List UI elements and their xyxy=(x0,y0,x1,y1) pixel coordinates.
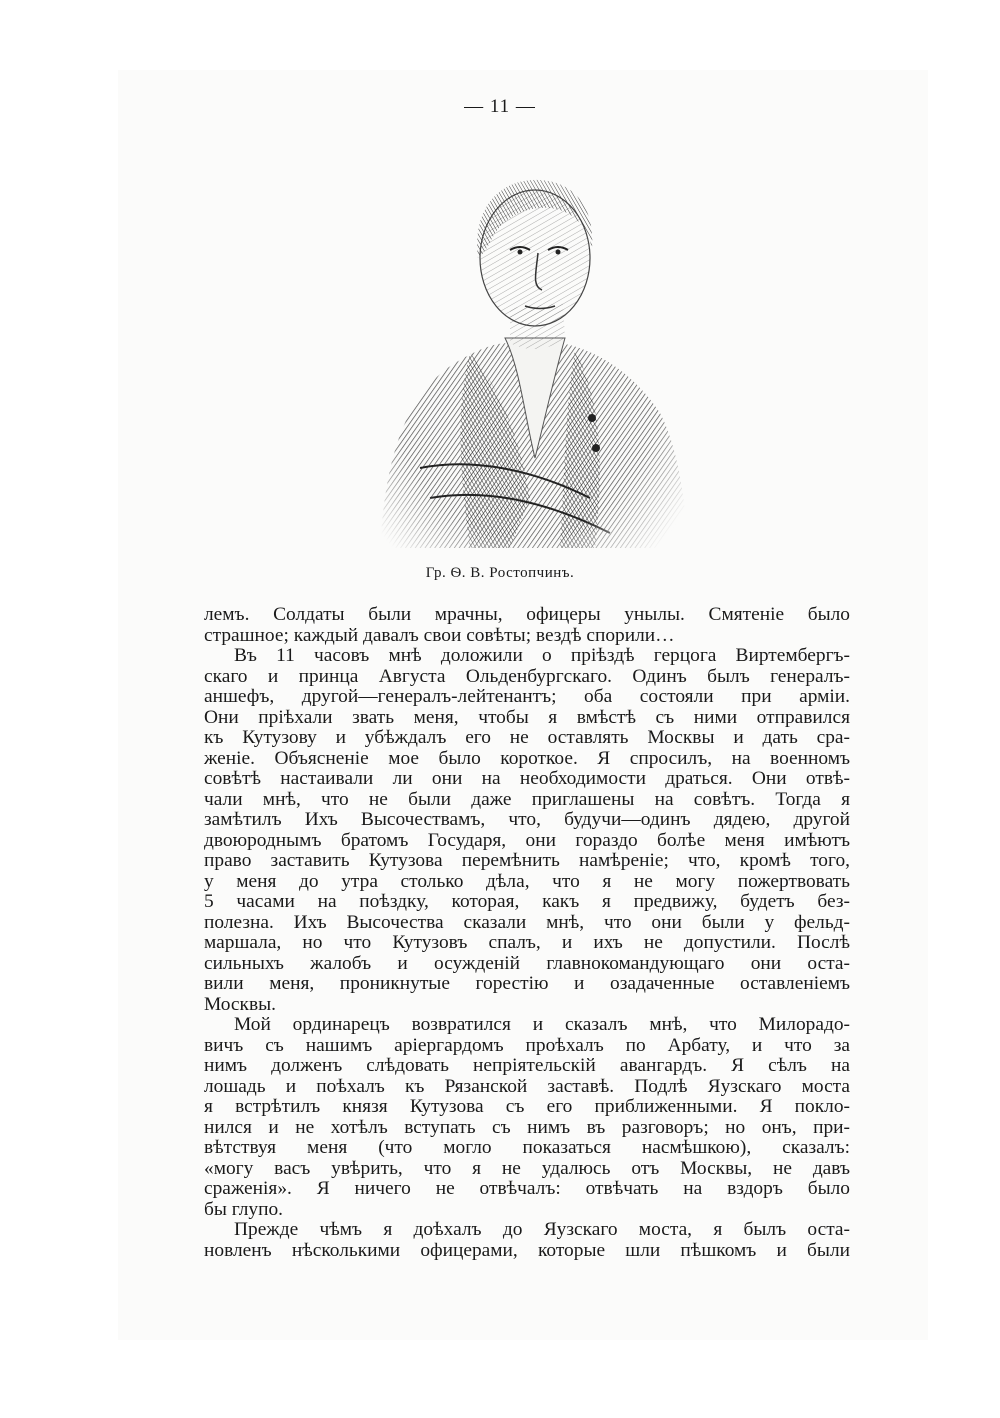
text-line: маршала, но что Кутузовъ спалъ, и ихъ не допустили. Послѣ xyxy=(204,932,850,953)
text-line: новленъ нѣсколькими офицерами, которые шли пѣшкомъ и были xyxy=(204,1239,850,1261)
text-line: вичъ съ нашимъ аріергардомъ проѣхалъ по Арбату, и что за xyxy=(204,1034,850,1056)
text-line: право заставить Кутузова перемѣнить намѣреніе; что, кромѣ того, xyxy=(204,850,850,871)
text-line: вѣтствуя меня (что могло показаться насмѣшкою), сказалъ: xyxy=(204,1137,850,1158)
text-line: сильныхъ жалобъ и осужденій главнокомандующаго они оста- xyxy=(204,952,850,974)
text-line: нимъ долженъ слѣдовать непріятельскій авангардъ. Я сѣлъ на xyxy=(204,1055,850,1076)
text-line: лемъ. Солдаты были мрачны, офицеры унылы. Смятеніе было xyxy=(204,604,850,625)
text-line: Мой ординарецъ возвратился и сказалъ мнѣ, что Милорадо- xyxy=(234,1014,850,1035)
portrait-engraving xyxy=(360,138,690,550)
text-line: я встрѣтилъ князя Кутузова съ его приближенными. Я покло- xyxy=(204,1096,850,1117)
body-text xyxy=(204,605,850,1261)
text-line: Въ 11 часовъ мнѣ доложили о пріѣздѣ герцога Виртембергъ- xyxy=(234,645,850,666)
text-line: двоюроднымъ братомъ Государя, они гораздо болѣе меня имѣютъ xyxy=(204,829,850,851)
text-line: бы глупо. xyxy=(204,1198,284,1220)
text-line: полезна. Ихъ Высочества сказали мнѣ, что они были у фельд- xyxy=(204,911,850,933)
text-line: совѣтѣ настаивали ли они на необходимости драться. Они отвѣ- xyxy=(204,768,850,789)
text-line: Они пріѣхали звать меня, чтобы я вмѣстѣ съ ними отправился xyxy=(204,706,850,728)
text-line: 5 часами на поѣздку, которая, какъ я предвижу, будетъ без- xyxy=(204,891,850,912)
text-line: сраженія». Я ничего не отвѣчалъ: отвѣчать на вздоръ было xyxy=(204,1178,850,1199)
text-line: къ Кутузову и убѣждалъ его не оставлять Москвы и дать сра- xyxy=(204,727,850,748)
text-line: вили меня, проникнутые горестію и озадаченные оставленіемъ xyxy=(204,973,850,994)
text-line: Москвы. xyxy=(204,993,276,1015)
text-line: скаго и принца Августа Ольденбургскаго. Одинъ былъ генералъ- xyxy=(204,665,850,687)
text-line: чали мнѣ, что не были даже приглашены на совѣтъ. Тогда я xyxy=(204,788,850,810)
text-line: страшное; каждый давалъ свои совѣты; вездѣ спорили… xyxy=(204,624,675,646)
text-line: Прежде чѣмъ я доѣхалъ до Яузскаго моста, я былъ оста- xyxy=(234,1219,850,1240)
text-line: замѣтилъ Ихъ Высочествамъ, что, будучи—одинъ дядею, другой xyxy=(204,809,850,830)
text-line: нился и не хотѣлъ вступать съ нимъ въ разговоръ; но онъ, при- xyxy=(204,1116,850,1138)
text-line: лошадь и поѣхалъ къ Рязанской заставѣ. Подлѣ Яузскаго моста xyxy=(204,1075,850,1097)
text-line: женіе. Объясненіе мое было короткое. Я спросилъ, на военномъ xyxy=(204,747,850,769)
text-line: аншефъ, другой—генералъ-лейтенантъ; оба состояли при арміи. xyxy=(204,686,850,707)
text-line: у меня до утра столько дѣла, что я не могу пожертвовать xyxy=(204,870,850,892)
portrait-caption: Гр. Ѳ. В. Ростопчинъ. xyxy=(425,565,575,581)
page-number: — 11 — xyxy=(464,96,536,117)
text-line: «могу васъ увѣрить, что я не удалюсь отъ Москвы, не давъ xyxy=(204,1157,850,1179)
